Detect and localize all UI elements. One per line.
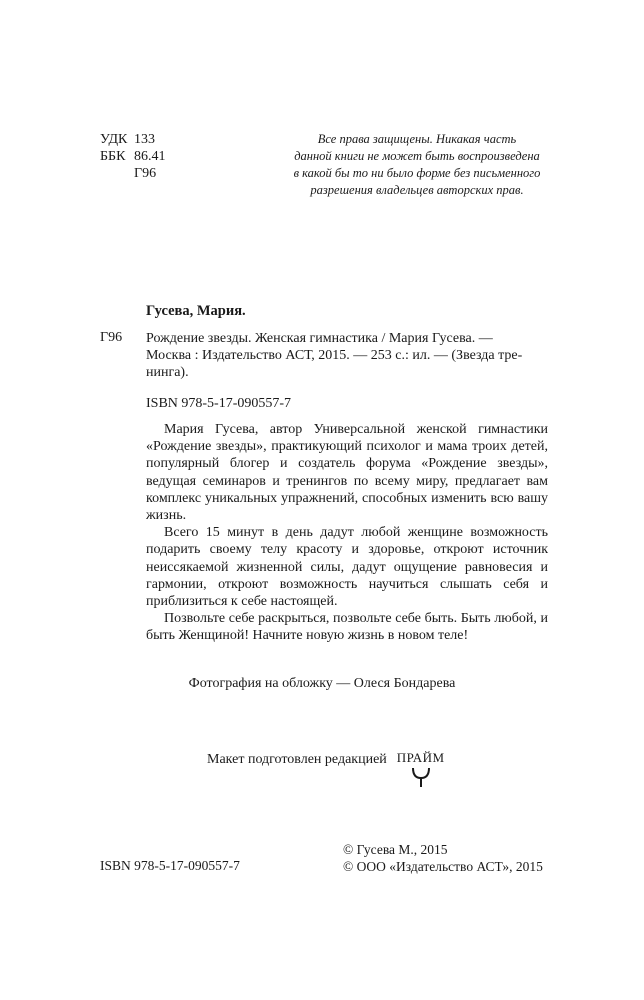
rights-notice: [286, 131, 548, 199]
publisher-logo-text: ПРАЙМ: [396, 750, 445, 765]
author-index: Г96: [100, 330, 123, 345]
author-heading: Гусева, Мария.: [146, 303, 246, 319]
bib-line: Москва : Издательство АСТ, 2015. — 253 с.: ил. — (Звезда тре-: [146, 348, 523, 363]
copyright-block: [343, 841, 543, 875]
classification-value: 133: [134, 132, 155, 147]
isbn-bottom: ISBN 978-5-17-090557-7: [100, 858, 240, 873]
rights-line: данной книги не может быть воспроизведена: [294, 149, 540, 163]
annotation-paragraph: Всего 15 минут в день дадут любой женщине возможность подарить своему телу красоту и здоровье, откроют источник неиссякаемой жизненной силы, дадут ощущение равновесия и гармонии, откроют возможность научиться слышать себя и приблизиться к себе настоящей.: [146, 525, 548, 610]
isbn-main: ISBN 978-5-17-090557-7: [146, 396, 292, 411]
classification-value: Г96: [134, 166, 157, 181]
rights-line: Все права защищены. Никакая часть: [317, 132, 517, 146]
bib-line: Рождение звезды. Женская гимнастика / Мария Гусева. —: [146, 331, 493, 346]
classification-key: ББК: [100, 149, 126, 164]
bib-line: нинга).: [146, 365, 189, 380]
classification-bbk: [100, 148, 166, 165]
publisher-logo: [397, 750, 445, 788]
layout-credit-block: [207, 752, 445, 788]
classification-block: [100, 131, 166, 182]
photo-credit: Фотография на обложку — Олеся Бондарева: [188, 676, 456, 691]
layout-credit: Макет подготовлен редакцией: [207, 752, 387, 767]
classification-key: [100, 165, 134, 182]
annotation-paragraph: Позвольте себе раскрыться, позвольте себе быть. Быть любой, и быть Женщиной! Начните новую жизнь в новом теле!: [146, 611, 548, 644]
rights-line: в какой бы то ни было форме без письменного: [293, 166, 541, 180]
rights-line: разрешения владельцев авторских прав.: [310, 183, 524, 197]
classification-udk: [100, 131, 166, 148]
classification-value: 86.41: [134, 149, 166, 164]
copyright-line: © Гусева М., 2015: [343, 842, 448, 857]
annotation-paragraph: Мария Гусева, автор Универсальной женской гимнастики «Рождение звезды», практикующий психолог и мама троих детей, популярный блогер и создатель форума «Рождение звезды», ведущая семинаров и тренингов по всему миру, предлагает вам комплекс уникальных упражнений, способных изменить всю вашу жизнь.: [146, 422, 548, 524]
bibliographic-description: [146, 330, 546, 381]
copyright-line: © ООО «Издательство АСТ», 2015: [343, 859, 543, 874]
classification-key: УДК: [100, 132, 128, 147]
annotation: [146, 421, 548, 645]
classification-author-sign: [100, 165, 166, 182]
publisher-logo-icon: [409, 766, 433, 788]
